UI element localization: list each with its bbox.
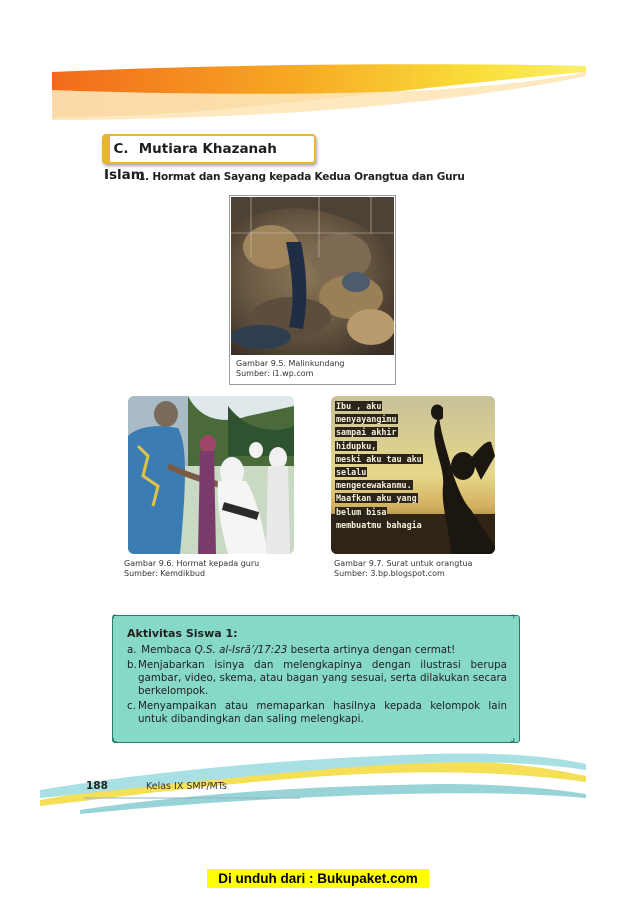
figure-9-5-title: Gambar 9.5. Malinkundang: [236, 359, 345, 368]
figure-9-5-caption: [236, 359, 345, 379]
figure-9-7-caption: [334, 559, 472, 579]
letter-to-parents-image: [331, 396, 495, 554]
poem-line: meski aku tau aku: [336, 453, 422, 464]
honoring-teacher-photo: [128, 396, 294, 554]
activity-item-a: [127, 644, 507, 657]
poem-text: [335, 400, 455, 532]
item-marker: b.: [127, 659, 137, 671]
figure-9-5: [229, 195, 396, 385]
poem-line: Maafkan aku yang: [336, 493, 417, 504]
poem-line: sampai akhir: [336, 427, 397, 438]
poem-line: belum bisa: [336, 506, 387, 517]
item-text: Membaca: [141, 644, 195, 656]
page-number: 188: [86, 780, 108, 792]
item-text: beserta artinya dengan cermat!: [287, 644, 456, 656]
poem-line: menyayangimu: [336, 414, 397, 425]
activity-title: Aktivitas Siswa 1:: [127, 627, 238, 640]
corner-ornament-icon: ⌟: [510, 731, 516, 744]
poem-line: selalu: [336, 467, 367, 478]
surah-reference: Q.S. al-Isrā’/17:23: [194, 644, 288, 656]
figure-9-6-caption: [124, 559, 259, 579]
section-title: Mutiara Khazanah Islam: [104, 141, 277, 183]
item-text: Menjabarkan isinya dan melengkapinya dengan ilustrasi berupa gambar, video, skema, atau bagan yang sesuai, serta dilakukan secara berkelompok.: [138, 659, 507, 697]
corner-ornament-icon: ⌞: [112, 731, 118, 744]
item-text: Menyampaikan atau memaparkan hasilnya kepada kelompok lain untuk dibandingkan dan saling melengkapi.: [138, 700, 507, 725]
poem-line: mengecewakanmu.: [336, 480, 412, 491]
section-letter: C.: [113, 141, 129, 157]
figure-9-7-source: Sumber: 3.bp.blogspot.com: [334, 569, 445, 578]
figure-9-5-source: Sumber: i1.wp.com: [236, 369, 314, 378]
subheading: 1. Hormat dan Sayang kepada Kedua Orangtua dan Guru: [138, 171, 465, 183]
item-marker: c.: [127, 700, 136, 712]
item-marker: a.: [127, 644, 137, 656]
footer-book-title: Kelas IX SMP/MTs: [146, 781, 227, 792]
header-swoosh-decoration: [0, 60, 638, 120]
figure-9-7-title: Gambar 9.7. Surat untuk orangtua: [334, 559, 473, 568]
figure-9-6-title: Gambar 9.6. Hormat kepada guru: [124, 559, 260, 568]
figure-9-6-source: Sumber: Kemdikbud: [124, 569, 206, 578]
poem-line: Ibu , aku: [336, 401, 382, 411]
poem-line: membuatmu bahagia: [336, 519, 422, 530]
corner-ornament-icon: ⌜: [112, 613, 118, 626]
download-source-banner[interactable]: Di unduh dari : Bukupaket.com: [207, 869, 429, 888]
activity-item-c: [127, 700, 507, 726]
heading-accent-bar: [104, 136, 110, 162]
malinkundang-stone-photo: [231, 197, 394, 355]
activity-item-b: [127, 659, 507, 698]
poem-line: hidupku,: [336, 440, 377, 451]
corner-ornament-icon: ⌝: [510, 613, 516, 626]
student-activity-box: [112, 615, 520, 743]
